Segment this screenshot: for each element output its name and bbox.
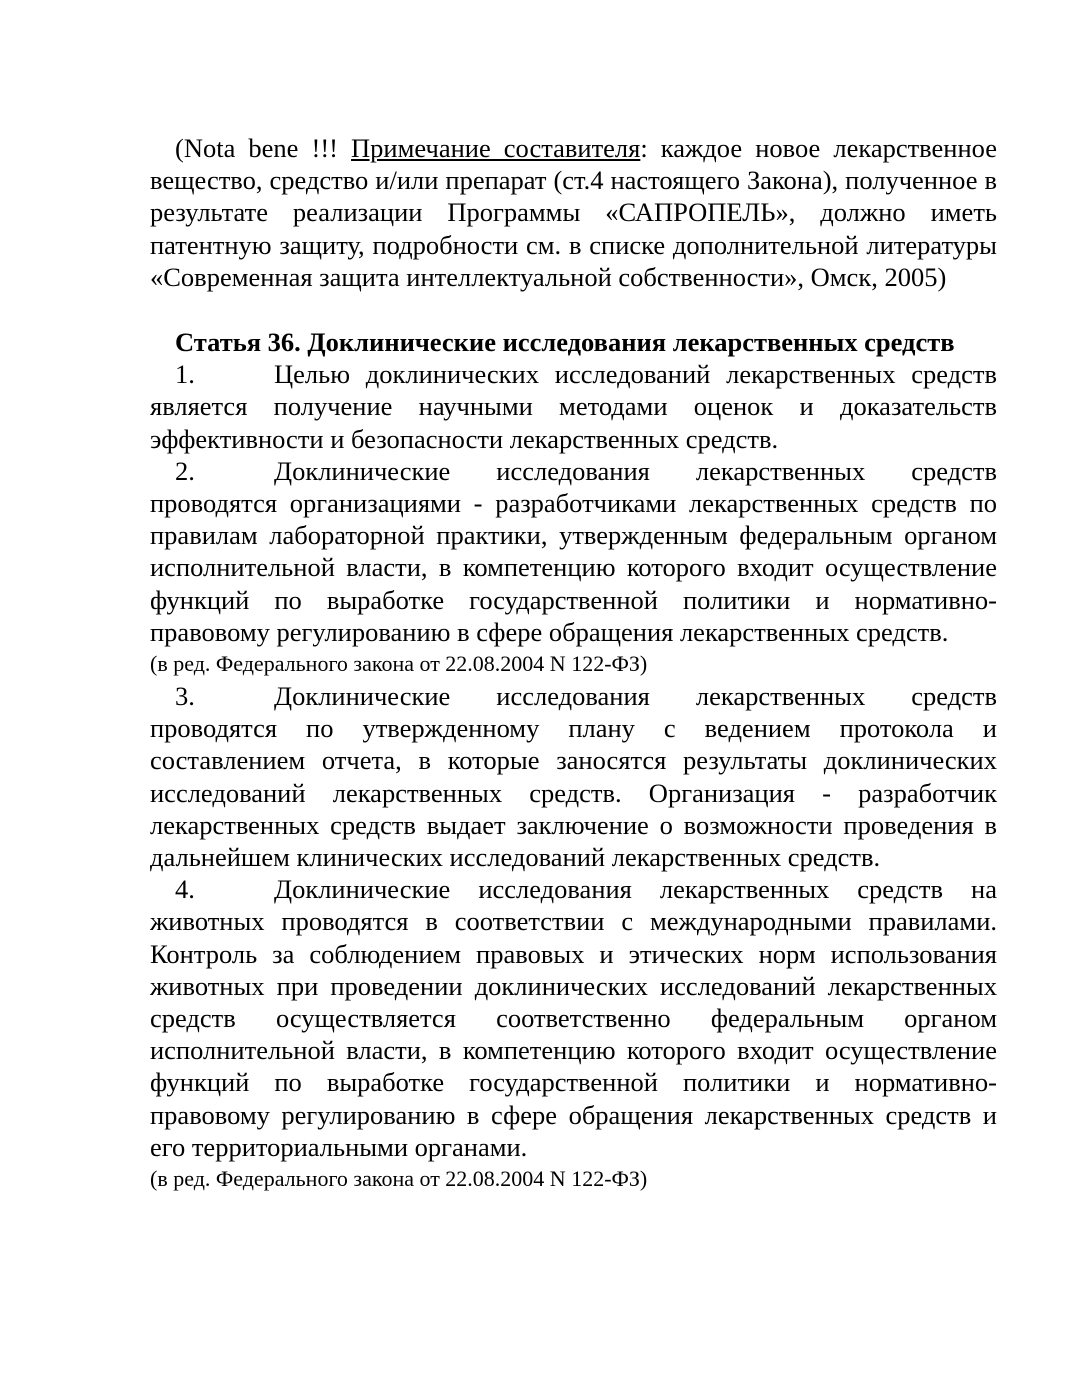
item-text: Доклинические исследования лекарственных средств проводятся по утвержденному плану с ведением протокола и составлением отчета, в которые заносятся результаты доклинических исследований лекарственных средств. Организация - разработчик лекарственных средств выдает заключение о возможности проведения в дальнейшем клинических исследований лекарственных средств.: [150, 681, 997, 873]
article-item-1: [150, 358, 997, 455]
amendment-note: (в ред. Федерального закона от 22.08.2004 N 122-ФЗ): [150, 1166, 648, 1192]
item-text: Доклинические исследования лекарственных средств на животных проводятся в соответствии с международными правилами. Контроль за соблюдением правовых и этических норм использования животных при проведении доклинических исследований лекарственных средств осуществляется соответственно федеральным органом исполнительной власти, в компетенцию которого входит осуществление функций по выработке государственной политики и нормативно-правовому регулированию в сфере обращения лекарственных средств и его территориальными органами.: [150, 874, 997, 1162]
item-text: Доклинические исследования лекарственных средств проводятся организациями - разработчиками лекарственных средств по правилам лабораторной практики, утвержденным федеральным органом исполнительной власти, в компетенцию которого входит осуществление функций по выработке государственной политики и нормативно-правовому регулированию в сфере обращения лекарственных средств.: [150, 455, 997, 647]
nota-bene-paragraph: [150, 132, 997, 293]
article-item-3: [150, 680, 997, 873]
item-number: 3.: [175, 681, 195, 712]
document-page: [150, 132, 997, 1195]
item-number: 4.: [175, 874, 195, 905]
item-text: Целью доклинических исследований лекарственных средств является получение научными методами оценок и доказательств эффективности и безопасности лекарственных средств.: [150, 359, 997, 454]
item-number: 1.: [175, 359, 195, 390]
article-item-4: [150, 873, 997, 1163]
amendment-note: (в ред. Федерального закона от 22.08.2004 N 122-ФЗ): [150, 651, 648, 677]
article-item-2: [150, 455, 997, 648]
compiler-note-label: Примечание составителя: [351, 133, 641, 163]
nota-text: : каждое новое лекарственное вещество, средство и/или препарат (ст.4 настоящего Закона), полученное в результате реализации Программы «САПРОПЕЛЬ», должно иметь патентную защиту, подробности см. в списке дополнительной литературы «Современная защита интеллектуальной собственности», Омск, 2005): [150, 133, 997, 292]
article-title: Статья 36. Доклинические исследования лекарственных средств: [175, 327, 955, 358]
nota-prefix: (Nota bene !!!: [175, 133, 352, 163]
item-number: 2.: [175, 455, 195, 486]
